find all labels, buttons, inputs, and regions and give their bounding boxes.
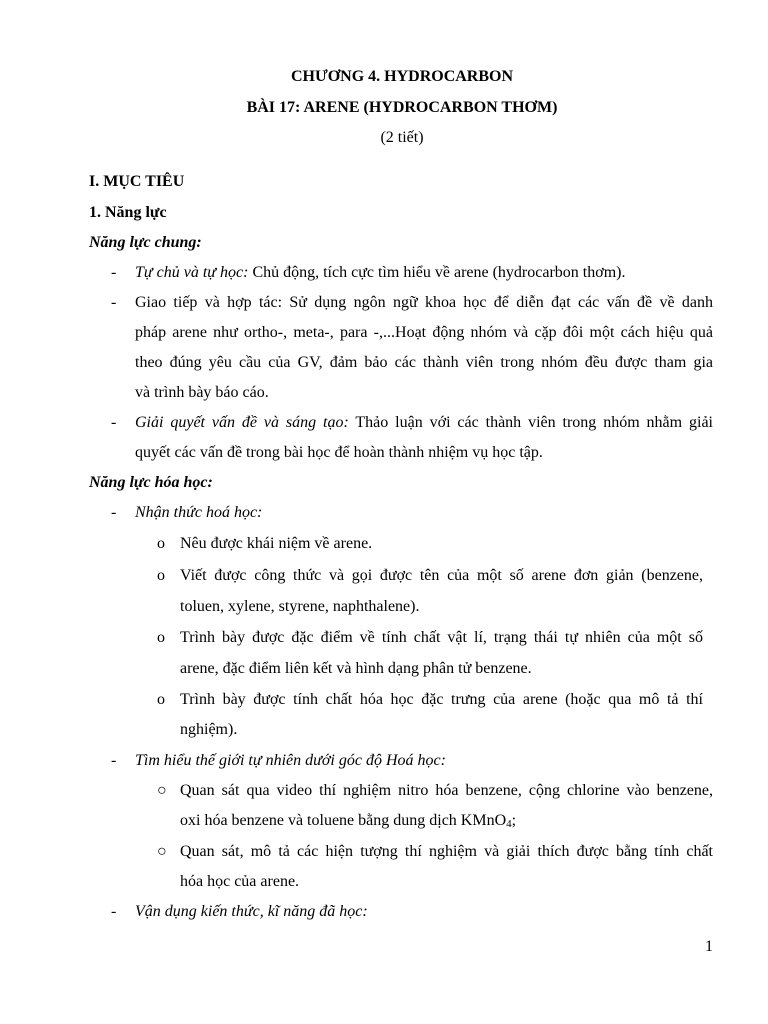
section-heading: I. MỤC TIÊU (89, 173, 185, 190)
lesson-duration: (2 tiết) (380, 129, 424, 146)
explore-bullet-2-line: Quan sát, mô tả các hiện tượng thí nghiệm và giải thích được bằng tính chất (180, 843, 713, 860)
cognition-bullet-2-line: toluen, xylene, styrene, naphthalene). (180, 598, 420, 615)
chem-cognition-label: Nhận thức hoá học: (135, 504, 263, 521)
general-item-problem-solving-line: quyết các vấn đề trong bài học để hoàn thành nhiệm vụ học tập. (135, 444, 543, 461)
chem-competency-heading: Năng lực hóa học: (89, 474, 213, 491)
cognition-bullet-3-line: arene, đặc điểm liên kết và hình dạng phân tử benzene. (180, 660, 532, 677)
bullet-circle: ○ (157, 782, 167, 799)
dash-bullet: - (111, 504, 117, 521)
dash-bullet: - (111, 294, 117, 311)
cognition-bullet-4-line: Trình bày được tính chất hóa học đặc trưng của arene (hoặc qua mô tả thí (180, 691, 703, 708)
bullet-o: o (157, 535, 165, 552)
general-item-communication-line: Giao tiếp và hợp tác: Sử dụng ngôn ngữ khoa học để diễn đạt các vấn đề về danh (135, 294, 713, 311)
general-competency-heading: Năng lực chung: (89, 234, 202, 251)
item-label: Tự chủ và tự học: (135, 264, 249, 281)
item-text: Chủ động, tích cực tìm hiểu về arene (hydrocarbon thơm). (248, 264, 626, 281)
explore-bullet-2-line: hóa học của arene. (180, 873, 300, 890)
subscript: 4 (506, 818, 512, 830)
explore-text-end: ; (511, 812, 517, 829)
chem-apply-label: Vận dụng kiến thức, kĩ năng đã học: (135, 903, 368, 920)
lesson-title: BÀI 17: ARENE (HYDROCARBON THƠM) (246, 99, 558, 116)
bullet-o: o (157, 629, 165, 646)
chapter-title: CHƯƠNG 4. HYDROCARBON (290, 68, 514, 85)
general-item-problem-solving-line (135, 414, 713, 432)
dash-bullet: - (111, 903, 117, 920)
bullet-o: o (157, 567, 165, 584)
cognition-bullet-4-line: nghiệm). (180, 721, 238, 738)
bullet-circle: ○ (157, 843, 167, 860)
general-item-self-study (135, 264, 625, 282)
chem-explore-label: Tìm hiểu thế giới tự nhiên dưới góc độ Hoá học: (135, 752, 446, 769)
item-text: Thảo luận với các thành viên trong nhóm nhằm giải (348, 414, 713, 431)
page-number: 1 (705, 938, 713, 955)
general-item-communication-line: theo đúng yêu cầu của GV, đảm bảo các thành viên trong nhóm đều được tham gia (135, 354, 713, 371)
cognition-bullet-1: Nêu được khái niệm về arene. (180, 535, 373, 552)
general-item-communication-line: và trình bày báo cáo. (135, 384, 269, 401)
cognition-bullet-3-line: Trình bày được đặc điểm về tính chất vật lí, trạng thái tự nhiên của một số (180, 629, 703, 646)
dash-bullet: - (111, 264, 117, 281)
dash-bullet: - (111, 752, 117, 769)
explore-bullet-1-line: Quan sát qua video thí nghiệm nitro hóa benzene, cộng chlorine vào benzene, (180, 782, 713, 799)
subsection-heading: 1. Năng lực (89, 204, 167, 221)
item-label: Giải quyết vấn đề và sáng tạo: (135, 414, 349, 431)
dash-bullet: - (111, 414, 117, 431)
explore-bullet-1-line (180, 812, 516, 830)
cognition-bullet-2-line: Viết được công thức và gọi được tên của một số arene đơn giản (benzene, (180, 567, 703, 584)
explore-text: oxi hóa benzene và toluene bằng dung dịch KMnO (180, 812, 507, 829)
bullet-o: o (157, 691, 165, 708)
general-item-communication-line: pháp arene như ortho-, meta-, para -,...Hoạt động nhóm và cặp đôi một cách hiệu quả (135, 324, 713, 341)
